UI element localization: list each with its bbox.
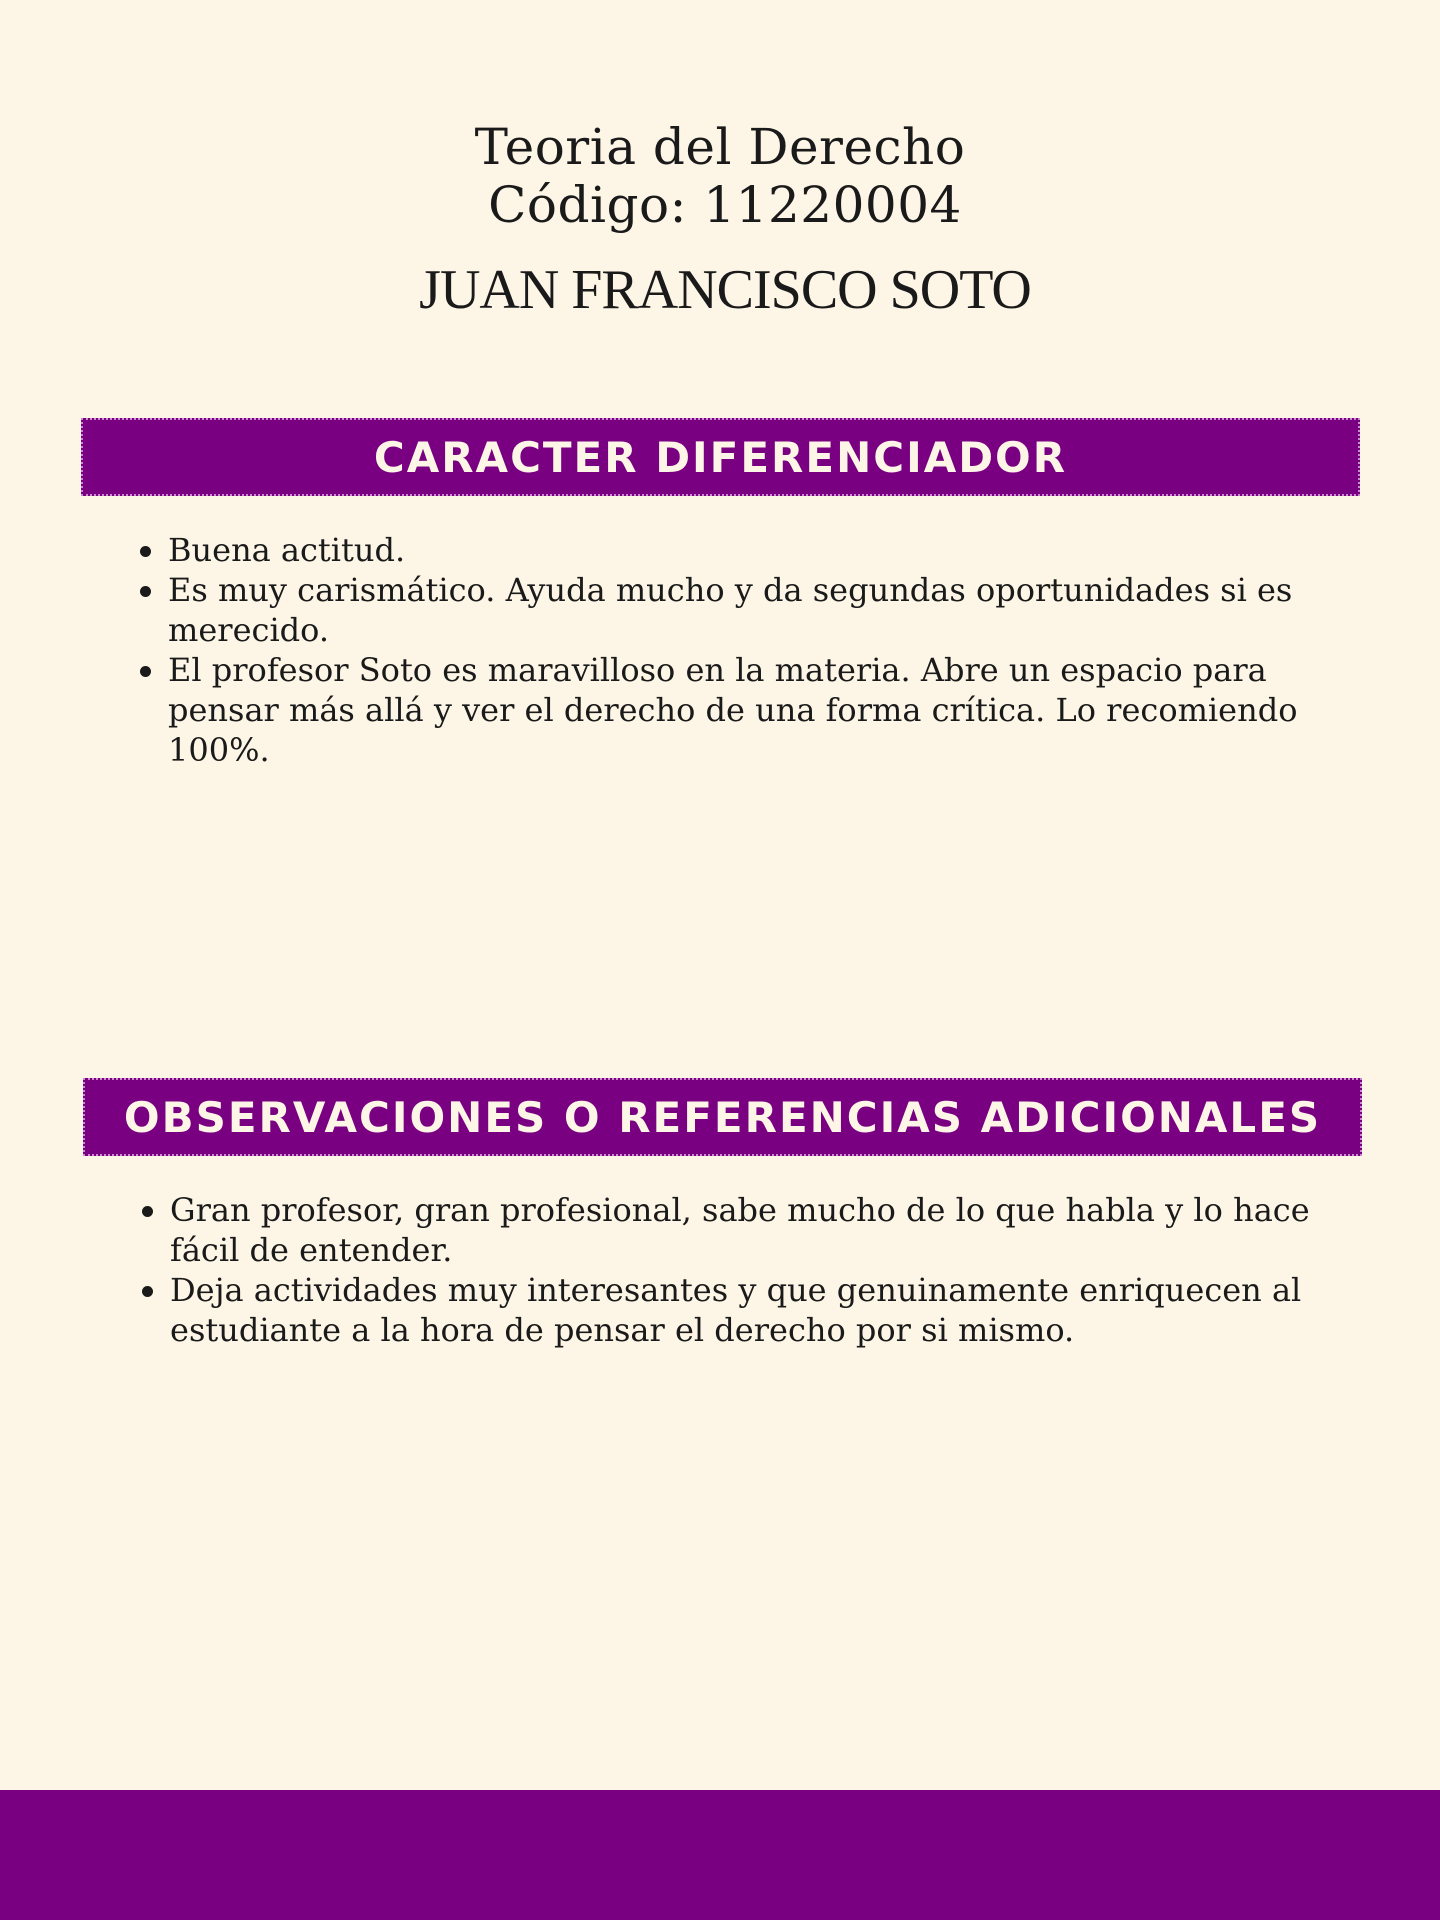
list-item: Deja actividades muy interesantes y que genuinamente enriquecen al estudiante a la hora de pensar el derecho por si mismo.	[138, 1270, 1368, 1350]
section-heading-observaciones: OBSERVACIONES O REFERENCIAS ADICIONALES	[83, 1078, 1362, 1156]
list-item: El profesor Soto es maravilloso en la materia. Abre un espacio para pensar más allá y ver el derecho de una forma crítica. Lo recomiendo 100%.	[136, 650, 1356, 770]
caracter-diferenciador-list	[136, 530, 1356, 770]
section-heading-caracter-diferenciador: CARACTER DIFERENCIADOR	[81, 418, 1360, 496]
course-title: Teoria del Derecho	[474, 118, 966, 176]
professor-name: JUAN FRANCISCO SOTO	[419, 259, 1031, 321]
list-item: Es muy carismático. Ayuda mucho y da segundas oportunidades si es merecido.	[136, 570, 1356, 650]
page-header	[0, 118, 1440, 322]
footer-bar	[0, 1790, 1440, 1920]
list-item: Buena actitud.	[136, 530, 1356, 570]
list-item: Gran profesor, gran profesional, sabe mucho de lo que habla y lo hace fácil de entender.	[138, 1190, 1368, 1270]
observaciones-list	[138, 1190, 1368, 1350]
course-code: Código: 11220004	[488, 176, 962, 234]
